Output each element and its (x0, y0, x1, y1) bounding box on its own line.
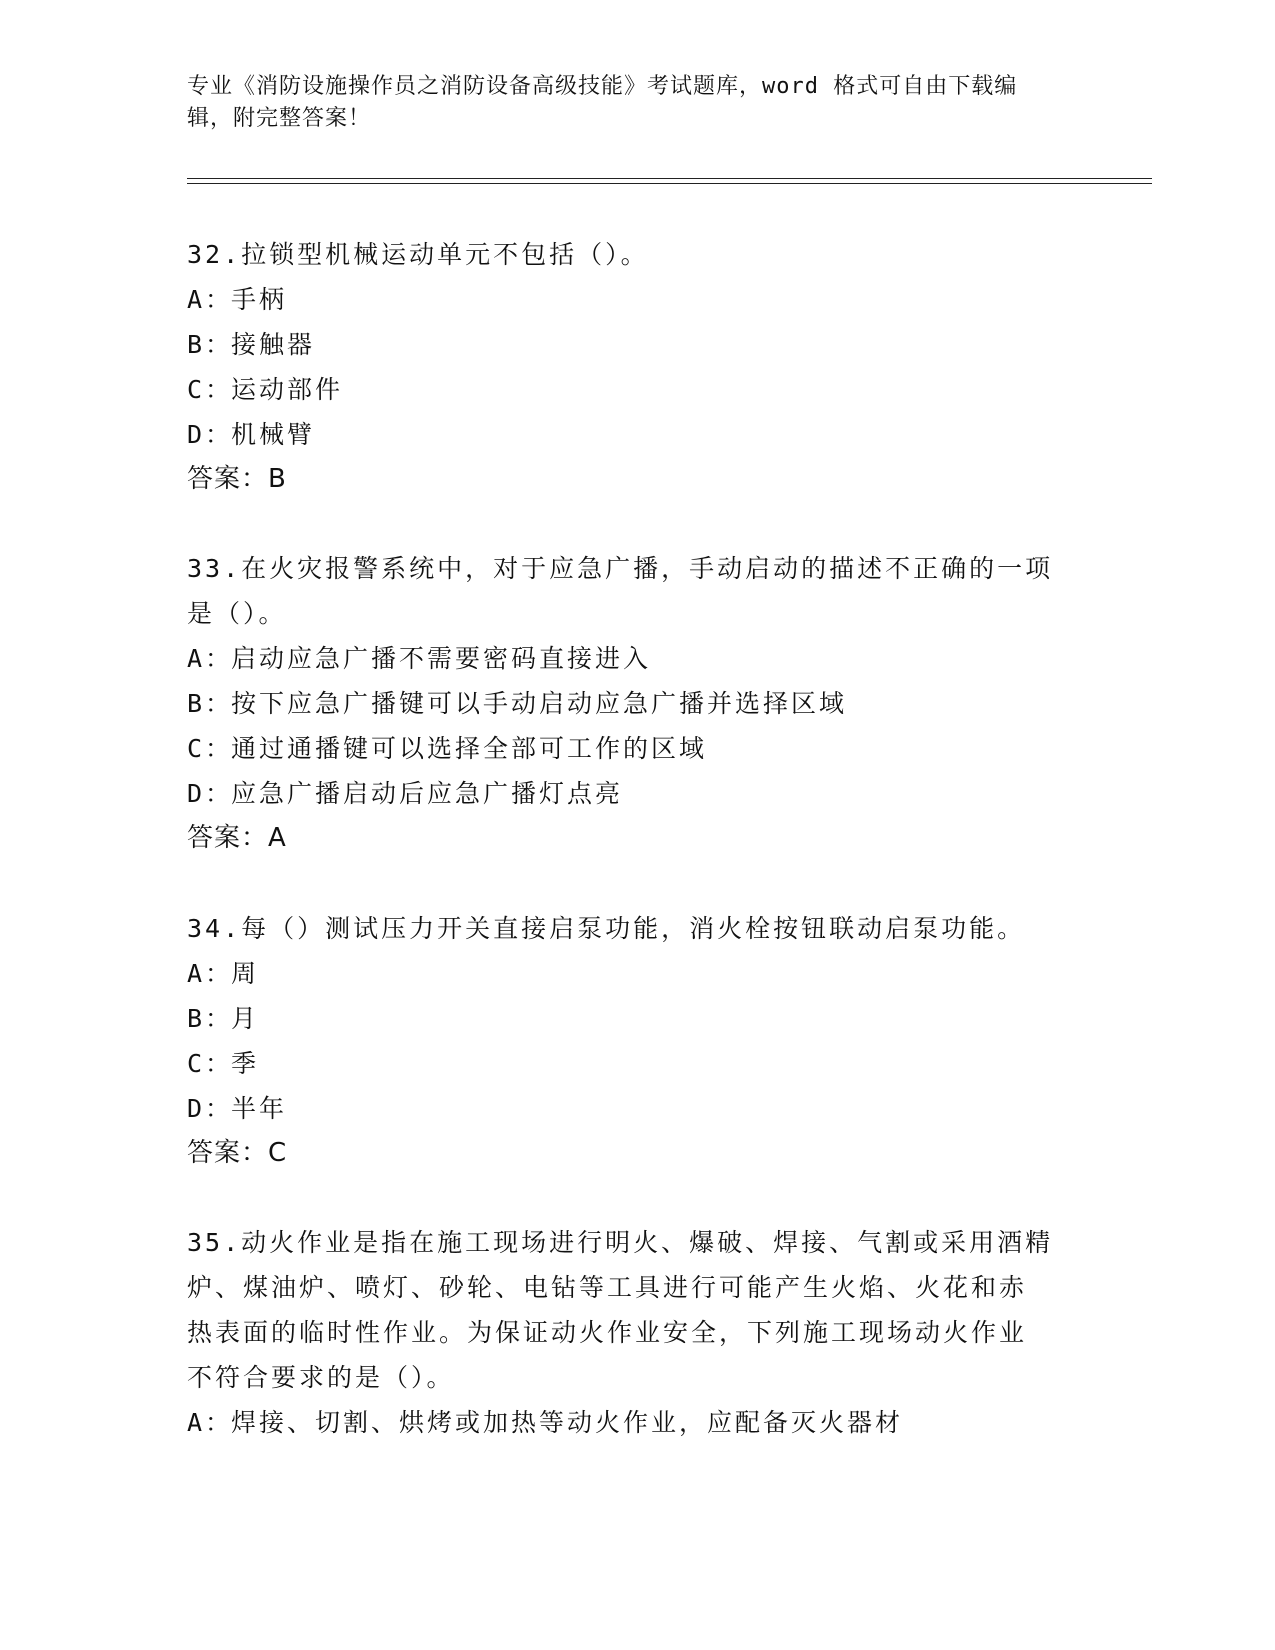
question-34 (187, 906, 1087, 1176)
option-d: D：机械臂 (187, 420, 316, 449)
question-stem-line-2: 炉、煤油炉、喷灯、砂轮、电钻等工具进行可能产生火焰、火花和赤 (187, 1273, 1028, 1302)
option-c: C：运动部件 (187, 375, 344, 404)
question-stem-line-2: 是（）。 (187, 599, 287, 628)
option-a: A：启动应急广播不需要密码直接进入 (187, 644, 652, 673)
option-d: D：应急广播启动后应急广播灯点亮 (187, 779, 624, 808)
question-stem-line-1: 35.动火作业是指在施工现场进行明火、爆破、焊接、气割或采用酒精 (187, 1228, 1054, 1257)
question-33 (187, 546, 1087, 861)
answer-line: 答案：B (187, 464, 287, 494)
answer-line: 答案：A (187, 823, 287, 853)
header-divider-top (187, 178, 1152, 179)
question-35 (187, 1220, 1087, 1445)
option-c: C：通过通播键可以选择全部可工作的区域 (187, 734, 708, 763)
answer-line: 答案：C (187, 1138, 288, 1168)
question-stem: 32.拉锁型机械运动单元不包括（）。 (187, 240, 649, 269)
option-b: B：按下应急广播键可以手动启动应急广播并选择区域 (187, 689, 848, 718)
option-b: B：月 (187, 1004, 260, 1033)
question-stem-line-3: 热表面的临时性作业。为保证动火作业安全，下列施工现场动火作业 (187, 1318, 1028, 1347)
option-a: A：焊接、切割、烘烤或加热等动火作业，应配备灭火器材 (187, 1408, 904, 1437)
question-stem-line-1: 33.在火灾报警系统中，对于应急广播，手动启动的描述不正确的一项 (187, 554, 1054, 583)
header-line-2: 辑，附完整答案！ (187, 106, 372, 131)
option-b: B：接触器 (187, 330, 316, 359)
option-a: A：周 (187, 959, 260, 988)
header-divider-bottom (187, 183, 1152, 184)
option-d: D：半年 (187, 1094, 288, 1123)
option-a: A：手柄 (187, 285, 288, 314)
option-c: C：季 (187, 1049, 260, 1078)
question-stem: 34.每（）测试压力开关直接启泵功能，消火栓按钮联动启泵功能。 (187, 914, 1026, 943)
document-header (187, 71, 1067, 135)
question-32 (187, 232, 1087, 502)
header-line-1: 专业《消防设施操作员之消防设备高级技能》考试题库，word 格式可自由下载编 (187, 74, 1018, 99)
question-stem-line-4: 不符合要求的是（）。 (187, 1363, 455, 1392)
